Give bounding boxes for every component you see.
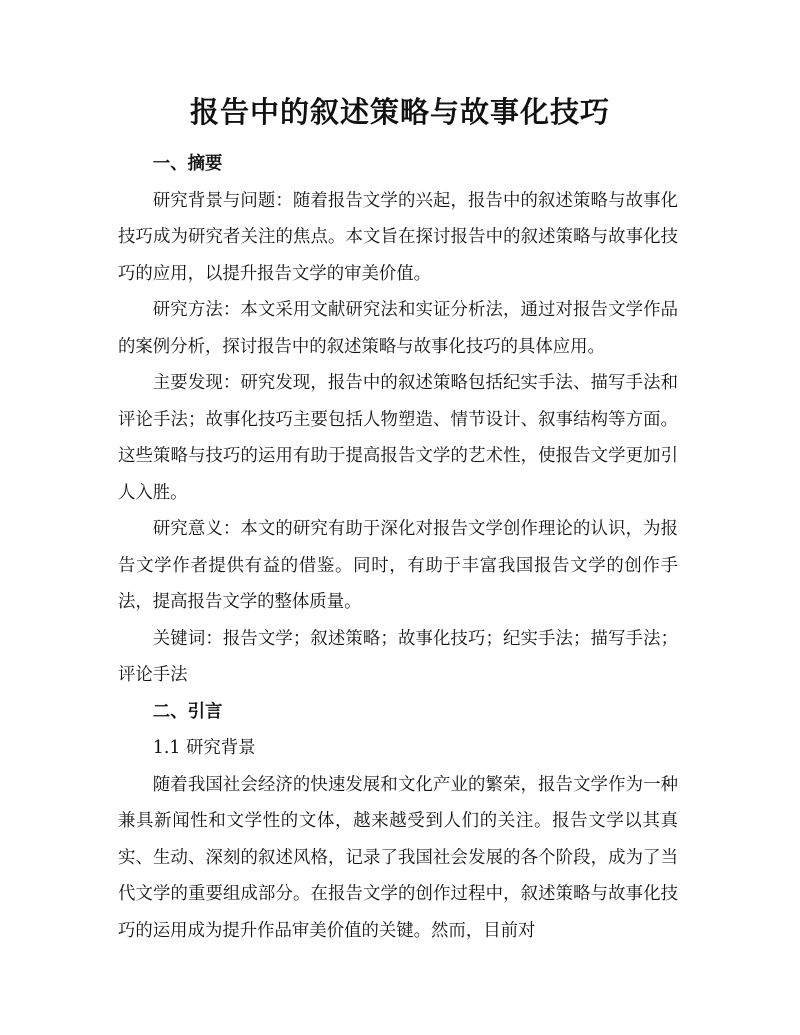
abstract-method-paragraph: 研究方法：本文采用文献研究法和实证分析法，通过对报告文学作品的案例分析，探讨报告中的叙述策略与故事化技巧的具体应用。	[118, 300, 678, 357]
abstract-background-paragraph: 研究背景与问题：随着报告文学的兴起，报告中的叙述策略与故事化技巧成为研究者关注的焦点。本文旨在探讨报告中的叙述策略与故事化技巧的应用，以提升报告文学的审美价值。	[118, 190, 678, 284]
document-body	[118, 146, 678, 949]
intro-paragraph: 随着我国社会经济的快速发展和文化产业的繁荣，报告文学作为一种兼具新闻性和文学性的文体，越来越受到人们的关注。报告文学以其真实、生动、深刻的叙述风格，记录了我国社会发展的各个阶段，成为了当代文学的重要组成部分。在报告文学的创作过程中，叙述策略与故事化技巧的运用成为提升作品审美价值的关键。然而，目前对	[118, 774, 678, 941]
abstract-findings-paragraph: 主要发现：研究发现，报告中的叙述策略包括纪实手法、描写手法和评论手法；故事化技巧主要包括人物塑造、情节设计、叙事结构等方面。这些策略与技巧的运用有助于提高报告文学的艺术性，使报告文学更加引人入胜。	[118, 373, 678, 503]
document-title: 报告中的叙述策略与故事化技巧	[189, 95, 610, 129]
abstract-heading: 一、摘要	[152, 154, 223, 174]
intro-subheading: 1.1 研究背景	[152, 738, 256, 758]
keywords-paragraph: 关键词：报告文学；叙述策略；故事化技巧；纪实手法；描写手法；评论手法	[118, 628, 678, 685]
intro-heading: 二、引言	[152, 701, 223, 722]
abstract-significance-paragraph: 研究意义：本文的研究有助于深化对报告文学创作理论的认识，为报告文学作者提供有益的借鉴。同时，有助于丰富我国报告文学的创作手法，提高报告文学的整体质量。	[118, 519, 678, 612]
